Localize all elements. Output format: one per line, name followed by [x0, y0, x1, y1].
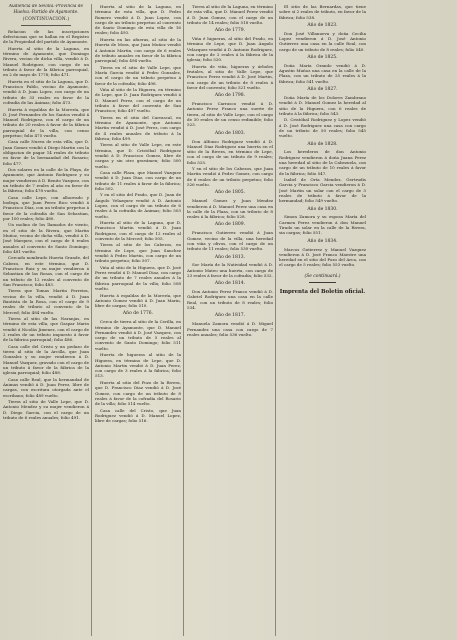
- paragraph: Tierra que Tomas Martin Ferreira, vecino de la villa, vendió á D. Juan Bautista de la Rosa, con el cargo de 9 reales de tributo al convento de la Merced; folio 484 vuelto.: [3, 288, 89, 315]
- paragraph: Tierra al sitio de la Laguna, en término de esta villa, que D. Manuel Perez vendió á D. Juan Gomez, con el cargo de un tributo de 14 reales; folio 518 vuelto.: [187, 4, 273, 25]
- column-2: [95, 4, 184, 636]
- paragraph: Tierra en el sitio de Valle Lepe, que María Garcia vendió á Pedro Gonzalez, con el cargo de un tributo perpetuo á favor de la cofradía; folio 496.: [95, 64, 181, 86]
- year-heading: Año de 1805.: [214, 190, 246, 196]
- year-heading: Año de 1830.: [307, 206, 338, 212]
- paragraph: Doña María de los Dolores Zambrano vendió á D. Manuel Gomez la heredad al sitio de la Higuera, con 6 reales de tributo á la fábrica; folio 543.: [279, 94, 366, 116]
- year-heading: Año de 1823.: [307, 22, 338, 28]
- paragraph: Huerta al sitio de la Laguna, que D. Francisco Martin vendió á D. Juan Rodriguez, con el cargo de 12 reales al convento de la Merced; folio 505.: [95, 220, 181, 241]
- paragraph: Huerta en las afueras, al sitio de la Huerta de Mora, que Juan Muñoz vendió á Antonio Martin, con cargo de 6 reales de tributo anuales en favor de la fábrica parroquial; folio 494 vuelto.: [95, 36, 181, 64]
- paragraph: Casa calle Plaza, que Manuel Vazquez vendió á D. Juan Diaz, con cargo de un tributo de 11 reales á favor de la fábrica; folio 502.: [95, 170, 181, 191]
- paragraph: Los herederos de don Antonio Rodriguez vendieron á doña Juana Perez una heredad al sitio de la Cabezuela, con cargo de un tributo de 10 reales á favor de la fábrica; folio 547.: [279, 149, 366, 176]
- to-be-continued: (Se continuará.): [304, 273, 341, 279]
- paragraph: Simon Zamora y su esposa María del Carmen Perez vendieron á don Manuel Tirado un solar en la calle de la Rivera, sin cargas; folio 551.: [279, 214, 366, 236]
- column-3: [187, 4, 276, 636]
- paragraph: Don José Villanueva y doña Cecilia Lopez vendieron á D. José Antonio Gutierrez una casa en la calle Real, con cargo de un tributo de 8 reales; folio 540.: [279, 30, 366, 52]
- printer-imprint: Imprenta del Boletin oficial.: [279, 289, 366, 296]
- paragraph: Manuel Gomez y Juan Mendez vendieron á D. Manuel Perez una casa en la calle de la Plaza, con un tributo de 8 reales á la fábrica; folio 528.: [187, 198, 273, 220]
- paragraph: Y en el sitio del Prado, que D. Juan de Ángulo Velazquez vendió á D. Antonio Lopez, con el cargo de un tributo de 6 reales á la cofradía de Ánimas; folio 503 vuelto.: [95, 192, 181, 219]
- paragraph: Casa calle Nueva de esta villa, que D. Juan Gomez vendió á Diego Martin con la obligacion de pagar 14 reales de tributo en favor de la hermandad del Rosario; folio 477.: [3, 139, 89, 166]
- divider: [309, 282, 336, 283]
- paragraph: Cerca de tierra al sitio de la Cerilla, en término de Ayamonte, que D. Manuel Fernandez vendió á D. José Vazquez, con cargo de un tributo de 5 reales al convento de Santo Domingo; folio 511 vuelto.: [95, 319, 181, 351]
- paragraph: Tierra al sitio de las Naranjas, en término de esta villa, que Gaspar Marin vendió á Nicolás Jimenez, con el cargo de 2 reales de un tributo impuesto á favor de la fábrica parroquial; folio 486.: [3, 316, 89, 343]
- paragraph: Huerta al sitio del Pozo de la Rivera, que D. Francisco Diaz vendió á D. José Gomez, con cargo de un tributo de 8 reales á favor de la cofradía del Rosario de la villa; folio 514 vuelto.: [95, 379, 181, 407]
- year-heading: Año de 1814.: [214, 281, 246, 287]
- year-heading: Año de 1803.: [214, 130, 246, 136]
- paragraph: D. Cristóbal Rodriguez y Lopez vendió á D. José Rodriguez una casa con cargo de un tributo de 50 reales; folio 545 vuelto.: [279, 117, 366, 139]
- paragraph: Viña é higueras, al sitio del Prado, en término de Lepe, que D. Juan Ángulo Velazquez vendió á D. Antonio Rodriguez, con cargo de 2 reales á la fábrica de la iglesia; folio 520.: [187, 36, 273, 63]
- continuation-label: (CONTINUACION.): [22, 17, 70, 23]
- paragraph: Tierra al sitio de los Cabezos, en término de Lepe, que Juan Sanchez vendió á Pedro Martin, con cargo de un tributo perpetuo; folio 507.: [95, 242, 181, 264]
- paragraph: Tierra al sitio de Valle Lepe, que D. Antonio Mendez y su mujer vendieron á D. Diego Garcia, con el cargo de un tributo de 6 reales anuales; folio 491.: [3, 399, 89, 420]
- paragraph: Casa calle del Cristo, que Juan Rodriguez vendió á D. Manuel Lopez, libre de cargas; folio 516.: [95, 407, 181, 424]
- paragraph: Huerta al sitio de la Laguna, en término de Ayamonte, que Domingo Rivera, vecino de dicha villa, vendió á D. Manuel Rodriguez, con cargo de un tributo á favor de la fábrica parroquial, en 2 de mayo de 1778; folio 471.: [3, 45, 89, 78]
- paragraph: Viña al sitio de la Higuera, que D. José Perez vendió á D. Manuel Diaz, con cargo de un tributo de 7 reales anuales á la fábrica parroquial de la villa; folio 508 vuelto.: [95, 264, 181, 292]
- paragraph: Casa calle Lepe, con alhorrado y bodega, que Juan Perez Rico vendió á Francisco Díaz, con un tributo perpetuo á favor de la cofradía de San Sebastian, por 100 reales; folio 480.: [3, 194, 89, 221]
- paragraph: Huerta á espaldas de la Morería, que D. José Fernandez de los Santos vendió á Manuel Rodriguez, con el cargo de un tributo de 20 reales á favor de la fábrica parroquial de la villa, con censo perpetuo; folio 475 vuelto.: [3, 106, 89, 138]
- year-heading: Año de 1834.: [307, 238, 338, 244]
- year-heading: Año de 1817.: [214, 313, 246, 319]
- paragraph: Tierra al sitio de Valle Lepe, en este término, que D. Cristóbal Rodriguez vendió á D. Francisco Gomez, libre de cargas y sin otro gravámen; folio 500 vuelto.: [95, 142, 181, 169]
- column-1: [3, 4, 92, 636]
- paragraph: Francisco Carrasco vendió á D. Antonio Perez Franco una suerte de tierra, al sitio de Valle Lepe, con el cargo de 30 reales de un censo redimible; folio 523.: [187, 101, 273, 128]
- divider: [21, 25, 71, 26]
- paragraph: Huerta de higueras al sitio de la Higuera, en término de Lepe, que D. Antonio Martin vendió á D. Juan Perez, con cargo de 3 reales á la fábrica; folio 513.: [95, 352, 181, 379]
- paragraph: Doña María Orando vendió á D. Agustin Muñoz una casa en la calle de la Plaza, con un tributo de 25 reales á la fábrica; folio 541 vuelto.: [279, 62, 366, 84]
- section-header: Audiencia de Sevilla.-Provincia de Huelva.-Partido de Ayamonte.: [8, 4, 84, 15]
- paragraph: Manuela Zamora vendió á D. Miguel Fernandez una casa con cargo de 7 reales anuales; folio 536 vuelto.: [187, 321, 273, 337]
- paragraph: Don Alfonso Rodriguez vendió á D. Manuel Diaz Rodriguez una huerta en el sitio de la Rivera, en término de Lepe, con el cargo de un tributo de 9 reales; folio 525.: [187, 138, 273, 165]
- paragraph: Don Antonio Perez Franco vendió á D. Gabriel Rodriguez una casa en la calle Real, con un tributo de 8 reales; folio 534.: [187, 289, 273, 311]
- paragraph: Huerta al sitio de la Laguna, en término de esta villa, que D. Pedro Romero vendió á D. Juan Lopez, con cargo de un tributo perpetuo al convento de Santo Domingo de esta villa de 16 reales; folio 493.: [95, 4, 181, 36]
- paragraph: Francisco Gutierrez vendió á Juan Gomez, vecino de la villa, una heredad con viña y olivos, con el cargo de un tributo de 11 reales; folio 530 vuelto.: [187, 230, 273, 252]
- year-heading: Año de 1825.: [307, 54, 338, 60]
- paragraph: Cercado nombrado Huerta Grande, del Cabezo, en este término, que D. Francisco Ruiz y su mujer vendieron á Sebastian de las Rosas, con el cargo de un tributo de 12 reales al convento de San Francisco; folio 483.: [3, 255, 89, 287]
- paragraph: Marcos Gutierrez y Manuel Vazquez vendieron á D. José Franco Maestre una heredad en el sitio del Pozo del Arca, con el cargo de 5 reales; folio 553 vuelto.: [279, 246, 366, 268]
- paragraph: Huerta á espaldas de la Morería, que Antonio Gomez vendió á D. Juan Marin, libre de cargas; folio 510.: [95, 292, 181, 309]
- year-heading: Año de 1779.: [214, 28, 246, 34]
- year-heading: Año de 1798.: [214, 93, 246, 99]
- column-4: [279, 4, 368, 636]
- paragraph: Sor María de la Natividad vendió á D. Antonio Mateo una huerta, con cargo de 23 reales á favor de la cofradía; folio 532.: [187, 262, 273, 278]
- paragraph: Isabel de Orta Mendez, Gertrudis Garcia y Francisco Garcia vendieron á D. José Martin un solar con el cargo de 3 reales de tributo á favor de la hermandad; folio 549 vuelto.: [279, 177, 366, 204]
- paragraph: Relacion de las inscripciones defectuosas que se hallan en el Registro de la Propiedad del partido de Ayamonte.: [3, 28, 89, 45]
- year-heading: Año de 1828.: [307, 141, 338, 147]
- paragraph: Tierra en el sitio del Carrascal, en término de Ayamonte, que Antonio Martin vendió á D. José Perez, con cargo de 4 reales anuales de tributo á la fábrica; folio 499.: [95, 114, 181, 141]
- year-heading: Año de 1776.: [122, 311, 154, 317]
- paragraph: Y en el sitio de los Cabezos, que Juan Martin vendió á Pedro Gomez, con cargo de 6 reales de un tributo perpetuo; folio 526 vuelto.: [187, 166, 273, 188]
- paragraph: El sitio de las Bernardas, que tiene sobre sí 2 reales de tributo, en favor de la fábrica; folio 538.: [279, 4, 366, 20]
- year-heading: Año de 1813.: [214, 254, 246, 260]
- paragraph: Huerta de viña, higueras y árboles frutales, al sitio de Valle Lepe, que Francisco Perez vendió á D. José Martin, con cargo de un tributo de 8 reales á favor del convento; folio 521 vuelto.: [187, 63, 273, 90]
- paragraph: Huerta en el sitio de la Laguna, que D. Francisco Pablo, vecino de Ayamonte, vendió á D. Juan Lopez, con cargo de un tributo de 33 reales en favor de la cofradía de las Ánimas; folio 473.: [3, 78, 89, 106]
- paragraph: Viña al sitio de la Higuera, en término de Lepe, que D. Juan Rodriguez vendió á D. Manuel Perez, con el cargo de un tributo á favor del convento de San Francisco; folio 497 vuelto.: [95, 87, 181, 114]
- year-heading: Año de 1827.: [307, 87, 338, 93]
- paragraph: Casa calle Real, que la hermandad de Ánimas vendió á D. Juan Perez, libre de cargas, con escritura otorgada ante el escribano; folio 489 vuelto.: [3, 376, 89, 398]
- paragraph: Casa calle del Cristo y un pedazo de tierra al sitio de la Arcilla, que Juan Gonzalez y su mujer vendieron á D. Manuel Vazquez, gravado con el cargo de un tributo á favor de la fábrica de la iglesia parroquial; folio 488.: [3, 343, 89, 376]
- paragraph: Un molino de los llamados de viento, en el sitio de la Rivera, que Martin Muñoz, vecino de dicha villa, vendió á D. José Marquez, con el cargo de 8 reales anuales al convento de Santo Domingo; folio 481 vuelto.: [3, 222, 89, 254]
- year-heading: Año de 1809.: [214, 222, 246, 228]
- paragraph: Dos solares en la calle de la Playa, de Ayamonte, que Antonio Rodriguez y su mujer vendieron á D. Benito Vazquez, con un tributo de 7 reales al año en favor de la fábrica; folio 478 vuelto.: [3, 167, 89, 194]
